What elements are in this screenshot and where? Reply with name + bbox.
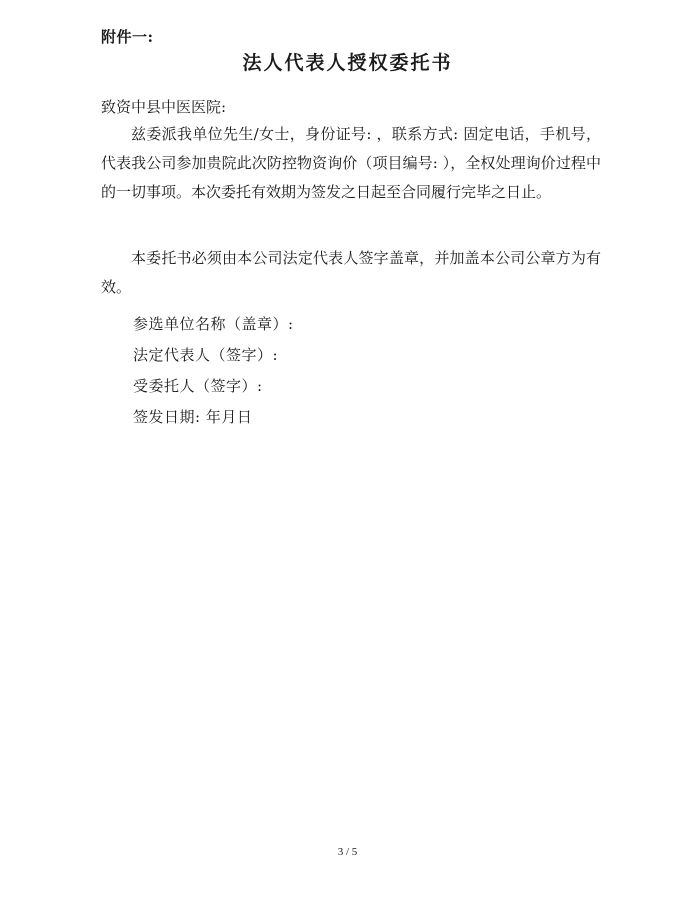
authorized-agent-field: 受委托人（签字）: [133,377,263,395]
document-title: 法人代表人授权委托书 [242,52,453,74]
bidder-name-field: 参选单位名称（盖章）: [133,315,294,333]
recipient-line: 致资中县中医医院: [101,98,227,116]
authorization-paragraph: 兹委派我单位先生/女士，身份证号: ，联系方式: 固定电话，手机号，代表我公司参加贵院此次防控物资询价（项目编号: ），全权处理询价过程中的一切事项。本次委托有效期为签发之日起至合同履行完毕之日止。 [101,125,601,201]
validity-paragraph: 本委托书必须由本公司法定代表人签字盖章，并加盖本公司公章方为有效。 [101,249,601,296]
attachment-label: 附件一: [101,28,154,46]
legal-representative-field: 法定代表人（签字）: [133,346,279,364]
issue-date-field: 签发日期: 年月日 [133,408,253,426]
page-number: 3 / 5 [337,846,358,858]
